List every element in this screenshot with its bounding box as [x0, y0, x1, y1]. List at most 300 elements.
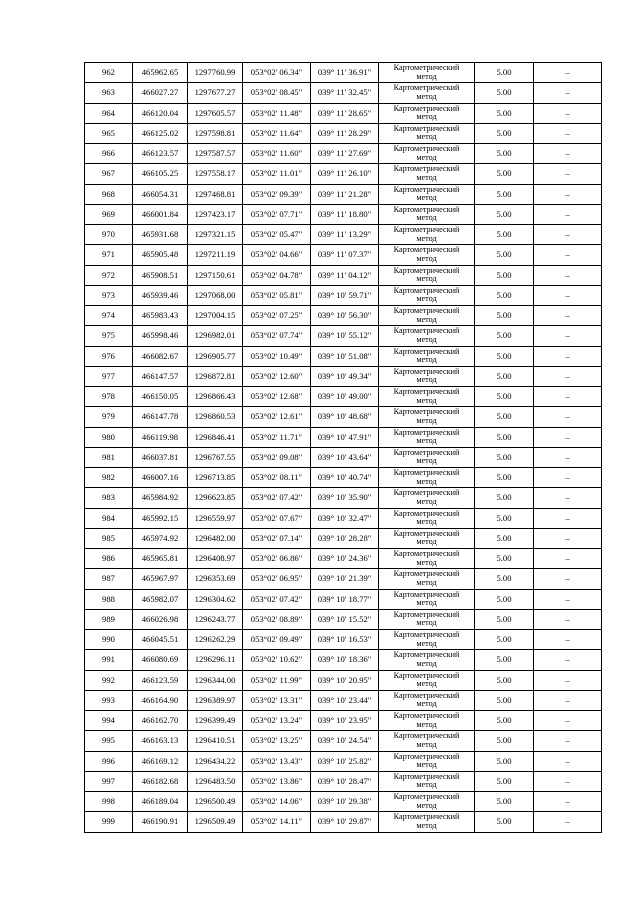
- method-line-2: метод: [416, 679, 437, 689]
- table-row: [85, 184, 602, 204]
- method-line-2: метод: [416, 496, 437, 506]
- method-line-2: метод: [416, 132, 437, 142]
- point-number-cell: 998: [85, 792, 133, 812]
- description-cell: –: [534, 751, 602, 771]
- method-line-2: метод: [416, 456, 437, 466]
- table-row: [85, 630, 602, 650]
- y-coordinate-cell: 1296500.49: [188, 792, 243, 812]
- point-number-cell: 989: [85, 609, 133, 629]
- y-coordinate-cell: 1296982.01: [188, 326, 243, 346]
- y-coordinate-cell: 1296344.00: [188, 670, 243, 690]
- y-coordinate-cell: 1296860.53: [188, 407, 243, 427]
- latitude-cell: 053°02' 07.42": [243, 488, 311, 508]
- description-cell: –: [534, 245, 602, 265]
- y-coordinate-cell: 1297760.99: [188, 63, 243, 83]
- table-row: [85, 690, 602, 710]
- point-number-cell: 968: [85, 184, 133, 204]
- latitude-cell: 053°02' 13.24": [243, 711, 311, 731]
- accuracy-cell: 5.00: [475, 650, 534, 670]
- table-row: [85, 589, 602, 609]
- x-coordinate-cell: 465908.51: [133, 265, 188, 285]
- method-line-2: метод: [416, 314, 437, 324]
- accuracy-cell: 5.00: [475, 164, 534, 184]
- y-coordinate-cell: 1296623.85: [188, 488, 243, 508]
- method-line-2: метод: [416, 638, 437, 648]
- point-number-cell: 986: [85, 549, 133, 569]
- method-cell: [379, 387, 475, 407]
- method-cell: [379, 326, 475, 346]
- description-cell: –: [534, 569, 602, 589]
- coordinates-table-body: [85, 63, 602, 833]
- point-number-cell: 984: [85, 508, 133, 528]
- accuracy-cell: 5.00: [475, 630, 534, 650]
- latitude-cell: 053°02' 13.31": [243, 690, 311, 710]
- method-line-1: Картометрический: [393, 508, 460, 518]
- latitude-cell: 053°02' 07.25": [243, 306, 311, 326]
- latitude-cell: 053°02' 11.64": [243, 123, 311, 143]
- method-cell: [379, 731, 475, 751]
- longitude-cell: 039° 11' 26.10": [311, 164, 379, 184]
- latitude-cell: 053°02' 05.81": [243, 285, 311, 305]
- method-line-1: Картометрический: [393, 204, 460, 214]
- method-line-1: Картометрический: [393, 306, 460, 316]
- method-cell: [379, 285, 475, 305]
- point-number-cell: 964: [85, 103, 133, 123]
- table-row: [85, 63, 602, 83]
- description-cell: –: [534, 731, 602, 751]
- point-number-cell: 977: [85, 366, 133, 386]
- method-cell: [379, 407, 475, 427]
- y-coordinate-cell: 1296399.49: [188, 711, 243, 731]
- method-cell: [379, 690, 475, 710]
- method-cell: [379, 792, 475, 812]
- point-number-cell: 996: [85, 751, 133, 771]
- longitude-cell: 039° 10' 43.64": [311, 447, 379, 467]
- method-cell: [379, 144, 475, 164]
- table-row: [85, 265, 602, 285]
- method-line-1: Картометрический: [393, 771, 460, 781]
- method-line-1: Картометрический: [393, 387, 460, 397]
- y-coordinate-cell: 1296866.43: [188, 387, 243, 407]
- latitude-cell: 053°02' 09.49": [243, 630, 311, 650]
- method-line-1: Картометрический: [393, 589, 460, 599]
- method-cell: [379, 609, 475, 629]
- accuracy-cell: 5.00: [475, 63, 534, 83]
- method-line-1: Картометрический: [393, 346, 460, 356]
- method-line-2: метод: [416, 760, 437, 770]
- point-number-cell: 969: [85, 204, 133, 224]
- x-coordinate-cell: 465992.15: [133, 508, 188, 528]
- latitude-cell: 053°02' 11.60": [243, 144, 311, 164]
- method-cell: [379, 204, 475, 224]
- method-line-2: метод: [416, 193, 437, 203]
- method-line-1: Картометрический: [393, 468, 460, 478]
- method-line-1: Картометрический: [393, 711, 460, 721]
- y-coordinate-cell: 1296262.29: [188, 630, 243, 650]
- x-coordinate-cell: 466150.05: [133, 387, 188, 407]
- x-coordinate-cell: 466125.02: [133, 123, 188, 143]
- method-cell: [379, 771, 475, 791]
- method-line-2: метод: [416, 739, 437, 749]
- description-cell: –: [534, 326, 602, 346]
- latitude-cell: 053°02' 13.43": [243, 751, 311, 771]
- longitude-cell: 039° 10' 48.68": [311, 407, 379, 427]
- method-line-2: метод: [416, 253, 437, 263]
- x-coordinate-cell: 465982.07: [133, 589, 188, 609]
- accuracy-cell: 5.00: [475, 812, 534, 832]
- point-number-cell: 988: [85, 589, 133, 609]
- longitude-cell: 039° 10' 32.47": [311, 508, 379, 528]
- y-coordinate-cell: 1296410.51: [188, 731, 243, 751]
- description-cell: –: [534, 630, 602, 650]
- point-number-cell: 975: [85, 326, 133, 346]
- method-line-2: метод: [416, 699, 437, 709]
- longitude-cell: 039° 10' 28.47": [311, 771, 379, 791]
- x-coordinate-cell: 466123.59: [133, 670, 188, 690]
- description-cell: –: [534, 609, 602, 629]
- accuracy-cell: 5.00: [475, 751, 534, 771]
- point-number-cell: 990: [85, 630, 133, 650]
- y-coordinate-cell: 1297677.27: [188, 83, 243, 103]
- method-line-2: метод: [416, 355, 437, 365]
- latitude-cell: 053°02' 07.67": [243, 508, 311, 528]
- longitude-cell: 039° 10' 49.00": [311, 387, 379, 407]
- method-line-1: Картометрический: [393, 265, 460, 275]
- x-coordinate-cell: 466080.69: [133, 650, 188, 670]
- accuracy-cell: 5.00: [475, 711, 534, 731]
- longitude-cell: 039° 11' 21.28": [311, 184, 379, 204]
- x-coordinate-cell: 466147.78: [133, 407, 188, 427]
- accuracy-cell: 5.00: [475, 204, 534, 224]
- accuracy-cell: 5.00: [475, 792, 534, 812]
- method-line-2: метод: [416, 537, 437, 547]
- method-line-2: метод: [416, 415, 437, 425]
- method-line-2: метод: [416, 152, 437, 162]
- x-coordinate-cell: 466123.57: [133, 144, 188, 164]
- method-line-2: метод: [416, 658, 437, 668]
- accuracy-cell: 5.00: [475, 387, 534, 407]
- accuracy-cell: 5.00: [475, 83, 534, 103]
- method-cell: [379, 123, 475, 143]
- x-coordinate-cell: 466162.70: [133, 711, 188, 731]
- method-cell: [379, 164, 475, 184]
- longitude-cell: 039° 10' 40.74": [311, 468, 379, 488]
- latitude-cell: 053°02' 10.62": [243, 650, 311, 670]
- latitude-cell: 053°02' 06.86": [243, 549, 311, 569]
- accuracy-cell: 5.00: [475, 690, 534, 710]
- description-cell: –: [534, 164, 602, 184]
- description-cell: –: [534, 488, 602, 508]
- method-line-2: метод: [416, 112, 437, 122]
- x-coordinate-cell: 465984.92: [133, 488, 188, 508]
- accuracy-cell: 5.00: [475, 265, 534, 285]
- point-number-cell: 971: [85, 245, 133, 265]
- method-line-2: метод: [416, 517, 437, 527]
- longitude-cell: 039° 11' 27.69": [311, 144, 379, 164]
- x-coordinate-cell: 465962.65: [133, 63, 188, 83]
- x-coordinate-cell: 466054.31: [133, 184, 188, 204]
- method-line-1: Картометрический: [393, 549, 460, 559]
- x-coordinate-cell: 466163.13: [133, 731, 188, 751]
- method-line-1: Картометрический: [393, 488, 460, 498]
- method-line-2: метод: [416, 820, 437, 830]
- x-coordinate-cell: 466189.04: [133, 792, 188, 812]
- table-row: [85, 731, 602, 751]
- table-row: [85, 569, 602, 589]
- latitude-cell: 053°02' 08.45": [243, 83, 311, 103]
- y-coordinate-cell: 1296767.55: [188, 447, 243, 467]
- method-line-1: Картометрический: [393, 528, 460, 538]
- longitude-cell: 039° 11' 04.12": [311, 265, 379, 285]
- method-cell: [379, 549, 475, 569]
- x-coordinate-cell: 466082.67: [133, 346, 188, 366]
- latitude-cell: 053°02' 08.89": [243, 609, 311, 629]
- point-number-cell: 970: [85, 225, 133, 245]
- method-cell: [379, 184, 475, 204]
- description-cell: –: [534, 447, 602, 467]
- point-number-cell: 965: [85, 123, 133, 143]
- method-cell: [379, 711, 475, 731]
- latitude-cell: 053°02' 04.78": [243, 265, 311, 285]
- method-line-1: Картометрический: [393, 569, 460, 579]
- x-coordinate-cell: 465974.92: [133, 528, 188, 548]
- latitude-cell: 053°02' 04.66": [243, 245, 311, 265]
- method-line-1: Картометрический: [393, 812, 460, 822]
- y-coordinate-cell: 1296872.81: [188, 366, 243, 386]
- table-row: [85, 245, 602, 265]
- longitude-cell: 039° 11' 36.91": [311, 63, 379, 83]
- description-cell: –: [534, 366, 602, 386]
- latitude-cell: 053°02' 11.48": [243, 103, 311, 123]
- accuracy-cell: 5.00: [475, 528, 534, 548]
- accuracy-cell: 5.00: [475, 407, 534, 427]
- method-cell: [379, 569, 475, 589]
- y-coordinate-cell: 1296389.97: [188, 690, 243, 710]
- longitude-cell: 039° 10' 25.82": [311, 751, 379, 771]
- description-cell: –: [534, 711, 602, 731]
- table-row: [85, 164, 602, 184]
- table-row: [85, 528, 602, 548]
- method-line-2: метод: [416, 476, 437, 486]
- x-coordinate-cell: 466045.51: [133, 630, 188, 650]
- description-cell: –: [534, 184, 602, 204]
- x-coordinate-cell: 465983.43: [133, 306, 188, 326]
- method-line-1: Картометрический: [393, 103, 460, 113]
- y-coordinate-cell: 1296408.97: [188, 549, 243, 569]
- table-row: [85, 346, 602, 366]
- latitude-cell: 053°02' 08.11": [243, 468, 311, 488]
- accuracy-cell: 5.00: [475, 589, 534, 609]
- point-number-cell: 973: [85, 285, 133, 305]
- method-cell: [379, 508, 475, 528]
- accuracy-cell: 5.00: [475, 103, 534, 123]
- longitude-cell: 039° 11' 28.65": [311, 103, 379, 123]
- description-cell: –: [534, 792, 602, 812]
- table-row: [85, 650, 602, 670]
- latitude-cell: 053°02' 07.42": [243, 589, 311, 609]
- point-number-cell: 995: [85, 731, 133, 751]
- accuracy-cell: 5.00: [475, 427, 534, 447]
- table-row: [85, 123, 602, 143]
- method-line-1: Картометрический: [393, 164, 460, 174]
- table-row: [85, 83, 602, 103]
- table-row: [85, 204, 602, 224]
- longitude-cell: 039° 10' 24.54": [311, 731, 379, 751]
- longitude-cell: 039° 10' 56.30": [311, 306, 379, 326]
- method-line-2: метод: [416, 233, 437, 243]
- point-number-cell: 974: [85, 306, 133, 326]
- method-cell: [379, 589, 475, 609]
- y-coordinate-cell: 1296483.50: [188, 771, 243, 791]
- latitude-cell: 053°02' 12.68": [243, 387, 311, 407]
- method-cell: [379, 63, 475, 83]
- table-row: [85, 812, 602, 832]
- table-row: [85, 670, 602, 690]
- description-cell: –: [534, 285, 602, 305]
- x-coordinate-cell: 466027.27: [133, 83, 188, 103]
- x-coordinate-cell: 466182.68: [133, 771, 188, 791]
- accuracy-cell: 5.00: [475, 447, 534, 467]
- latitude-cell: 053°02' 13.86": [243, 771, 311, 791]
- method-line-1: Картометрический: [393, 144, 460, 154]
- method-cell: [379, 366, 475, 386]
- point-number-cell: 999: [85, 812, 133, 832]
- table-row: [85, 407, 602, 427]
- coordinates-table: [84, 62, 602, 833]
- longitude-cell: 039° 10' 23.95": [311, 711, 379, 731]
- description-cell: –: [534, 204, 602, 224]
- accuracy-cell: 5.00: [475, 346, 534, 366]
- longitude-cell: 039° 10' 55.12": [311, 326, 379, 346]
- method-line-1: Картометрический: [393, 225, 460, 235]
- longitude-cell: 039° 10' 23.44": [311, 690, 379, 710]
- longitude-cell: 039° 11' 18.80": [311, 204, 379, 224]
- longitude-cell: 039° 10' 24.36": [311, 549, 379, 569]
- point-number-cell: 992: [85, 670, 133, 690]
- latitude-cell: 053°02' 09.39": [243, 184, 311, 204]
- x-coordinate-cell: 466164.90: [133, 690, 188, 710]
- method-cell: [379, 245, 475, 265]
- method-line-2: метод: [416, 71, 437, 81]
- method-line-2: метод: [416, 334, 437, 344]
- longitude-cell: 039° 10' 20.95": [311, 670, 379, 690]
- method-line-1: Картометрический: [393, 609, 460, 619]
- method-cell: [379, 528, 475, 548]
- accuracy-cell: 5.00: [475, 549, 534, 569]
- y-coordinate-cell: 1296713.85: [188, 468, 243, 488]
- description-cell: –: [534, 83, 602, 103]
- table-row: [85, 447, 602, 467]
- y-coordinate-cell: 1297004.15: [188, 306, 243, 326]
- point-number-cell: 985: [85, 528, 133, 548]
- method-line-1: Картометрический: [393, 751, 460, 761]
- method-cell: [379, 225, 475, 245]
- method-cell: [379, 812, 475, 832]
- latitude-cell: 053°02' 06.34": [243, 63, 311, 83]
- latitude-cell: 053°02' 11.71": [243, 427, 311, 447]
- description-cell: –: [534, 144, 602, 164]
- description-cell: –: [534, 528, 602, 548]
- accuracy-cell: 5.00: [475, 225, 534, 245]
- accuracy-cell: 5.00: [475, 731, 534, 751]
- latitude-cell: 053°02' 09.08": [243, 447, 311, 467]
- longitude-cell: 039° 10' 18.77": [311, 589, 379, 609]
- method-line-1: Картометрический: [393, 670, 460, 680]
- longitude-cell: 039° 11' 13.29": [311, 225, 379, 245]
- accuracy-cell: 5.00: [475, 285, 534, 305]
- latitude-cell: 053°02' 14.11": [243, 812, 311, 832]
- longitude-cell: 039° 10' 29.38": [311, 792, 379, 812]
- table-row: [85, 488, 602, 508]
- x-coordinate-cell: 466120.04: [133, 103, 188, 123]
- description-cell: –: [534, 589, 602, 609]
- point-number-cell: 976: [85, 346, 133, 366]
- method-line-2: метод: [416, 294, 437, 304]
- description-cell: –: [534, 225, 602, 245]
- longitude-cell: 039° 10' 28.28": [311, 528, 379, 548]
- table-row: [85, 468, 602, 488]
- method-line-2: метод: [416, 213, 437, 223]
- y-coordinate-cell: 1296846.41: [188, 427, 243, 447]
- method-cell: [379, 265, 475, 285]
- y-coordinate-cell: 1297068.00: [188, 285, 243, 305]
- latitude-cell: 053°02' 13.25": [243, 731, 311, 751]
- table-row: [85, 225, 602, 245]
- longitude-cell: 039° 10' 35.90": [311, 488, 379, 508]
- y-coordinate-cell: 1297598.81: [188, 123, 243, 143]
- accuracy-cell: 5.00: [475, 609, 534, 629]
- method-line-1: Картометрический: [393, 326, 460, 336]
- description-cell: –: [534, 670, 602, 690]
- description-cell: –: [534, 63, 602, 83]
- accuracy-cell: 5.00: [475, 488, 534, 508]
- longitude-cell: 039° 10' 16.53": [311, 630, 379, 650]
- method-line-2: метод: [416, 395, 437, 405]
- longitude-cell: 039° 10' 18.36": [311, 650, 379, 670]
- x-coordinate-cell: 466169.12: [133, 751, 188, 771]
- method-line-1: Картометрический: [393, 123, 460, 133]
- x-coordinate-cell: 465967.97: [133, 569, 188, 589]
- method-line-1: Картометрический: [393, 427, 460, 437]
- x-coordinate-cell: 465931.68: [133, 225, 188, 245]
- method-line-2: метод: [416, 274, 437, 284]
- table-row: [85, 387, 602, 407]
- method-line-1: Картометрический: [393, 650, 460, 660]
- description-cell: –: [534, 690, 602, 710]
- longitude-cell: 039° 11' 32.45": [311, 83, 379, 103]
- latitude-cell: 053°02' 11.01": [243, 164, 311, 184]
- method-cell: [379, 468, 475, 488]
- longitude-cell: 039° 10' 15.52": [311, 609, 379, 629]
- method-cell: [379, 488, 475, 508]
- accuracy-cell: 5.00: [475, 508, 534, 528]
- method-line-1: Картометрический: [393, 366, 460, 376]
- latitude-cell: 053°02' 07.14": [243, 528, 311, 548]
- method-line-2: метод: [416, 557, 437, 567]
- description-cell: –: [534, 468, 602, 488]
- x-coordinate-cell: 465998.46: [133, 326, 188, 346]
- y-coordinate-cell: 1297423.17: [188, 204, 243, 224]
- accuracy-cell: 5.00: [475, 771, 534, 791]
- point-number-cell: 994: [85, 711, 133, 731]
- method-line-1: Картометрический: [393, 792, 460, 802]
- y-coordinate-cell: 1296905.77: [188, 346, 243, 366]
- point-number-cell: 980: [85, 427, 133, 447]
- method-cell: [379, 83, 475, 103]
- y-coordinate-cell: 1296434.22: [188, 751, 243, 771]
- method-line-2: метод: [416, 577, 437, 587]
- description-cell: –: [534, 508, 602, 528]
